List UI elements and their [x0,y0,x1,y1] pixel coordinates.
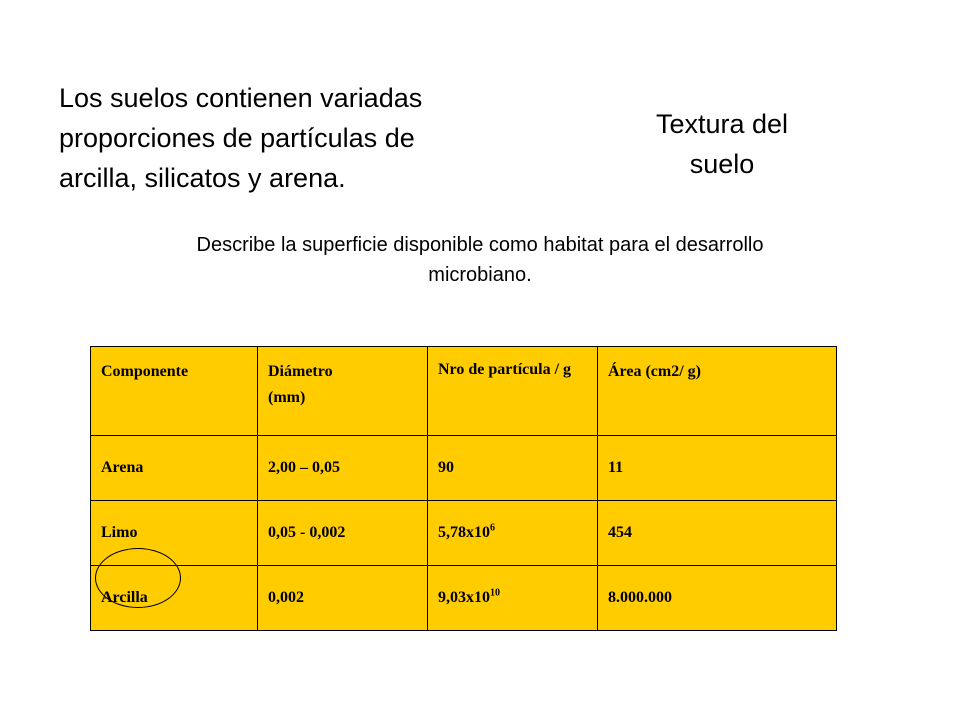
subtitle-text [60,230,900,290]
nro-base: 90 [438,459,454,476]
table-header-row [91,347,837,436]
table-row [91,501,837,566]
subtitle-line-1: Describe la superficie disponible como habitat para el desarrollo [196,234,764,256]
header-diametro-unit: (mm) [268,389,306,406]
slide-title [612,104,832,184]
header-componente: Componente [91,347,258,436]
slide-title-line-1: Textura del [655,109,789,139]
cell-componente: Limo [91,501,258,566]
nro-exponent: 10 [490,587,500,599]
header-nro-particula: Nro de partícula / g [428,347,598,436]
nro-exponent: 6 [490,522,495,534]
nro-base: 5,78x10 [438,524,490,541]
cell-diametro: 2,00 – 0,05 [258,436,428,501]
cell-diametro: 0,05 - 0,002 [258,501,428,566]
slide-title-line-2: suelo [689,149,755,179]
intro-text [59,78,499,198]
cell-componente: Arena [91,436,258,501]
subtitle-line-2: microbiano. [428,264,532,286]
intro-line-3: arcilla, silicatos y arena. [59,163,346,193]
header-diametro-label: Diámetro [268,363,333,380]
cell-area: 8.000.000 [598,566,837,631]
soil-texture-table [90,346,837,631]
header-area: Área (cm2/ g) [598,347,837,436]
cell-nro-particula [428,566,598,631]
intro-line-1: Los suelos contienen variadas [59,83,423,113]
nro-base: 9,03x10 [438,589,490,606]
cell-area: 454 [598,501,837,566]
cell-componente: Arcilla [91,566,258,631]
table-row [91,436,837,501]
intro-line-2: proporciones de partículas de [59,123,415,153]
table-row [91,566,837,631]
cell-nro-particula [428,436,598,501]
cell-diametro: 0,002 [258,566,428,631]
header-diametro [258,347,428,436]
cell-area: 11 [598,436,837,501]
cell-nro-particula [428,501,598,566]
